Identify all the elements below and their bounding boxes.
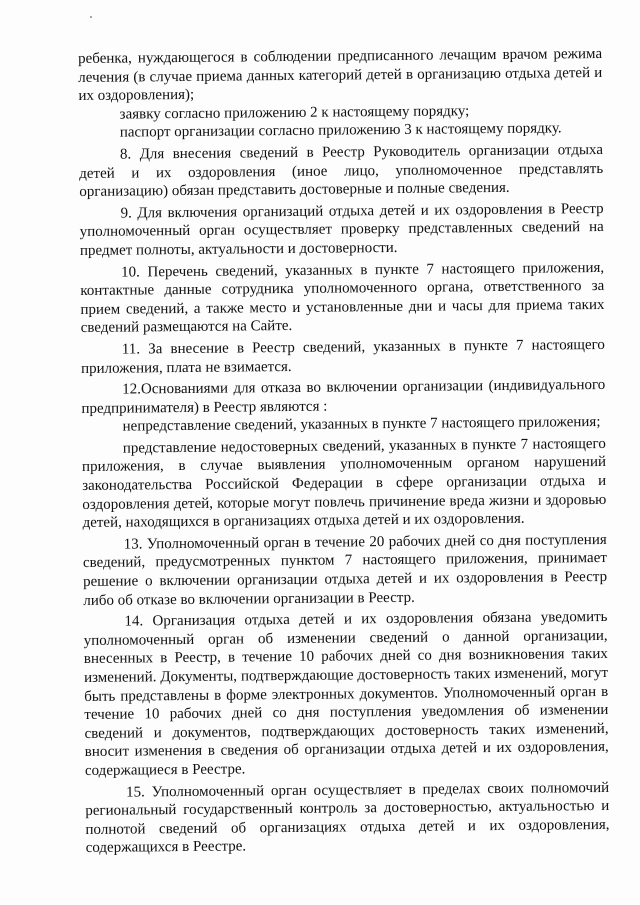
paragraph-continuation: ребенка, нуждающегося в соблюдении предписанного лечащим врачом режима лечения (в случае приема данных категорий детей в организацию отдыха детей и их оздоровления); (78, 45, 603, 105)
paragraph-item-8: 8. Для внесения сведений в Реестр Руководитель организации отдыха детей и их оздоровления (иное лицо, уполномоченное представлять организацию) обязан представить достоверные и полные сведения. (79, 141, 604, 201)
paragraph-item-12-b: представление недостоверных сведений, указанных в пункте 7 настоящего приложения, в случае выявления уполномоченным органом нарушений законодательства Российской Федерации в сфере организации отдыха и оздоровления детей, которые могут повлечь причинение вреда жизни и здоровью детей, находящихся в организациях отдыха детей и их оздоровления. (81, 435, 607, 532)
paragraph-item-12-a: непредставление сведений, указанных в пункте 7 настоящего приложения; (122, 414, 601, 435)
paragraph-passport-item: паспорт организации согласно приложению 3 к настоящему порядку. (119, 120, 562, 141)
paragraph-application-item: заявку согласно приложению 2 к настоящему порядку; (119, 103, 470, 123)
page-mark (90, 16, 92, 18)
paragraph-item-14: 14. Организация отдыха детей и их оздоровления обязана уведомить уполномоченный орган об изменении сведений о данной организации, внесенных в Реестр, в течение 10 рабочих дней со дня возникновения таких изменений. Документы, подтверждающие достоверность таких изменений, могут быть представлены в форме электронных документов. Уполномоченный орган в течение 10 рабочих дней со дня поступления уведомления об изменении сведений и документов, подтверждающих достоверность таких изменений, вносит изменения в сведения об организации отдыха детей и их оздоровления, содержащиеся в Реестре. (83, 609, 609, 779)
paragraph-item-15: 15. Уполномоченный орган осуществляет в пределах своих полномочий региональный государственный контроль за достоверностью, актуальностью и полнотой сведений об организациях отдыха детей и их оздоровления, содержащихся в Реестре. (85, 779, 610, 857)
document-body (78, 45, 610, 858)
paragraph-item-9: 9. Для включения организаций отдыха детей и их оздоровления в Реестр уполномоченный орган осуществляет проверку представленных сведений на предмет полноты, актуальности и достоверности. (79, 200, 604, 259)
paragraph-item-13: 13. Уполномоченный орган в течение 20 рабочих дней со дня поступления сведений, предусмотренных пунктом 7 настоящего приложения, принимает решение о включении организации отдыха детей и их оздоровления в Реестр либо об отказе во включении организации в Реестр. (82, 531, 608, 609)
paragraph-item-11: 11. За внесение в Реестр сведений, указанных в пункте 7 настоящего приложения, плата не взимается. (80, 336, 605, 377)
paragraph-item-10: 10. Перечень сведений, указанных в пункте 7 настоящего приложения, контактные данные сотрудника уполномоченного органа, ответственного за прием сведений, а также место и установленные дни и часы для приема таких сведений размещаются на Сайте. (80, 259, 605, 337)
paragraph-item-12: 12.Основаниями для отказа во включении организации (индивидуального предпринимателя) в Реестр являются : (81, 377, 606, 417)
